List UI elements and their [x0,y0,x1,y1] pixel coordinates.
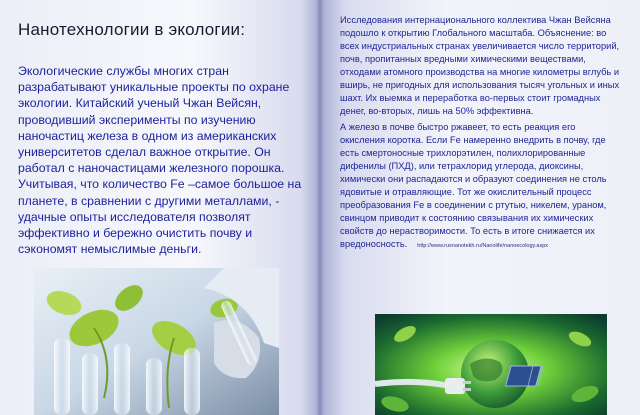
green-earth-plug-photo [375,314,607,415]
right-body-text [340,14,620,253]
left-body-text: Экологические службы многих стран разрабатывают уникальные проекты по охране экологии. Китайский ученый Чжан Вейсян, проводивший эксперименты по изучению наночастиц железа в одном из американских университетов сделал важное открытие. Он работал с наночастицами железного порошка. Учитывая, что количество Fe –самое большое на планете, в сравнении с другими металлами, - удачные опыты исследователя позволят эффективно и бережно очистить почву и сэкономят немыслимые деньги. [18,64,302,257]
page-title: Нанотехнологии в экологии: [18,20,246,39]
lab-plant-test-tubes-photo [34,268,279,415]
right-paragraph-2: А железо в почве быстро ржавеет, то есть реакция его окисления коротка. Если Fe намеренно внедрить в почву, где есть смертоносные трихлорэтилен, полихлорированные дифенилы (ПХД), или тетрахлорид углерода, диоксины, химически они распадаются и образуют соединения не столь ядовитые и отравляющие. Тот же окислительный процесс преобразования Fe в соединении с ртутью, никелем, ураном, свинцом приводит к состоянию связывания их химических свойств до нерастворимости. То есть в итоге снижается их вредоносность. [340,122,607,249]
right-paragraph-1: Исследования интернационального коллектива Чжан Вейсяна подошло к открытию Глобального масштаба. Объяснение: во всех индустриальных странах увеличивается число территорий, почв, пропитанных вредными химическими веществами, отходами атомного производства на многие километры вглубь и вширь, не пригодных для использования тысяч угольных и иных шахт. Их выемка и переработка во-первых стоит громадных денег, во-вторых, лишь на 50% эффективна. [340,15,620,116]
right-paragraph-2-container [340,121,620,253]
book-spine [316,0,324,415]
source-link[interactable]: http://www.rusnanotekh.ru/Nanolife/nanoecology.aspx [417,243,549,249]
